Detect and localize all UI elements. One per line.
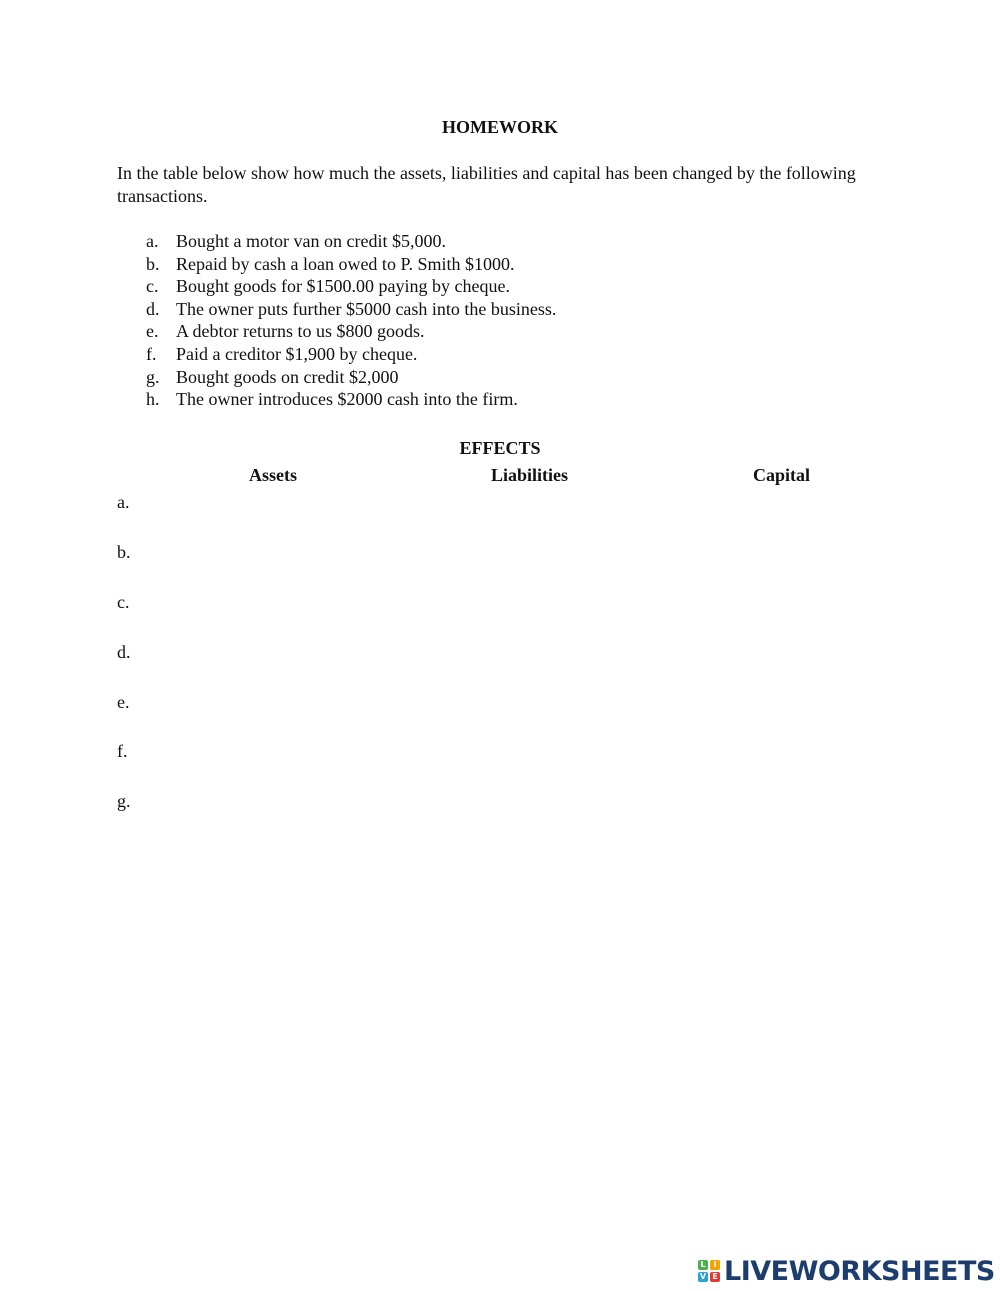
item-text: The owner introduces $2000 cash into the firm. bbox=[176, 389, 518, 410]
page-title: HOMEWORK bbox=[442, 117, 558, 137]
list-item bbox=[146, 343, 556, 366]
item-text: A debtor returns to us $800 goods. bbox=[176, 321, 425, 342]
item-text: Bought a motor van on credit $5,000. bbox=[176, 231, 446, 251]
item-letter: h. bbox=[146, 389, 160, 410]
transaction-list bbox=[146, 230, 556, 411]
effects-row-label: g. bbox=[117, 791, 131, 811]
item-letter: d. bbox=[146, 298, 160, 319]
logo-icon bbox=[698, 1260, 720, 1282]
logo-square: I bbox=[710, 1260, 720, 1270]
effects-row-label: a. bbox=[117, 492, 130, 512]
list-item bbox=[146, 366, 556, 389]
capital-column-header: Capital bbox=[753, 465, 811, 485]
effects-heading: EFFECTS bbox=[459, 438, 541, 458]
item-text: Paid a creditor $1,900 by cheque. bbox=[176, 343, 418, 364]
item-letter: b. bbox=[146, 253, 160, 274]
logo-text: LIVEWORKSHEETS bbox=[724, 1255, 995, 1287]
effects-row-label: f. bbox=[117, 741, 128, 761]
item-text: Bought goods for $1500.00 paying by cheque. bbox=[176, 276, 510, 297]
logo-square: V bbox=[699, 1272, 707, 1281]
list-item bbox=[146, 320, 556, 343]
item-letter: g. bbox=[146, 366, 160, 387]
logo-square: E bbox=[710, 1272, 720, 1282]
list-item bbox=[146, 298, 556, 321]
liabilities-column-header: Liabilities bbox=[491, 465, 569, 485]
item-text: The owner puts further $5000 cash into the business. bbox=[176, 298, 557, 319]
list-item bbox=[146, 230, 556, 253]
assets-column-header: Assets bbox=[249, 465, 297, 485]
liveworksheets-logo bbox=[698, 1257, 995, 1285]
effects-row-label: d. bbox=[117, 642, 131, 662]
item-text: Repaid by cash a loan owed to P. Smith $1000. bbox=[176, 253, 515, 274]
instructions: In the table below show how much the assets, liabilities and capital has been changed by the following transactions. bbox=[117, 163, 856, 206]
effects-row-label: b. bbox=[117, 542, 131, 562]
list-item bbox=[146, 388, 556, 411]
item-letter: e. bbox=[146, 321, 159, 342]
item-letter: f. bbox=[146, 343, 157, 364]
list-item bbox=[146, 275, 556, 298]
list-item bbox=[146, 253, 556, 276]
effects-row-label: c. bbox=[117, 592, 130, 612]
effects-row-label: e. bbox=[117, 692, 130, 712]
item-letter: c. bbox=[146, 276, 159, 297]
item-letter: a. bbox=[146, 231, 159, 251]
logo-square: L bbox=[698, 1260, 708, 1270]
item-text: Bought goods on credit $2,000 bbox=[176, 366, 399, 387]
